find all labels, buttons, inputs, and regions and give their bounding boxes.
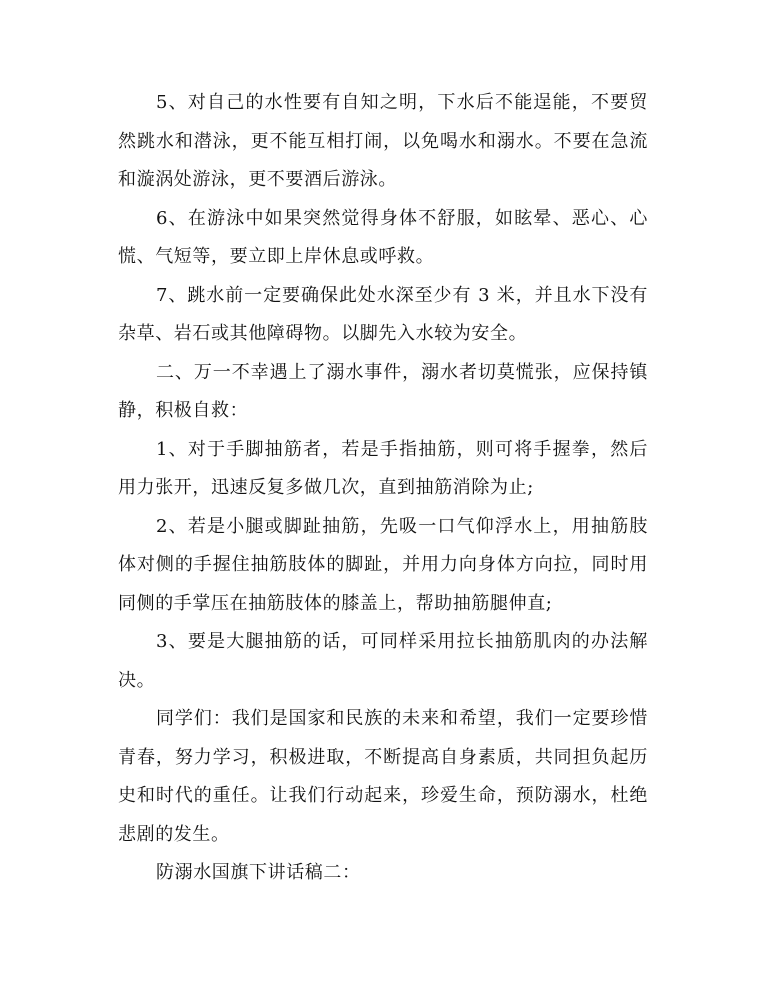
paragraph-self-rescue-1: 1、对于手脚抽筋者，若是手指抽筋，则可将手握拳，然后用力张开，迅速反复多做几次，直到抽筋消除为止; bbox=[118, 438, 648, 498]
paragraph-closing-appeal: 同学们：我们是国家和民族的未来和希望，我们一定要珍惜青春，努力学习，积极进取，不断提高自身素质，共同担负起历史和时代的重任。让我们行动起来，珍爱生命，预防溺水，杜绝悲剧的发生。 bbox=[118, 708, 648, 845]
paragraph-safety-rule-5: 5、对自己的水性要有自知之明，下水后不能逞能，不要贸然跳水和潜泳，更不能互相打闹，以免喝水和溺水。不要在急流和漩涡处游泳，更不要酒后游泳。 bbox=[118, 92, 648, 190]
paragraph-self-rescue-3: 3、要是大腿抽筋的话，可同样采用拉长抽筋肌肉的办法解决。 bbox=[118, 631, 648, 691]
paragraph-section-two-heading: 二、万一不幸遇上了溺水事件，溺水者切莫慌张，应保持镇静，积极自救： bbox=[118, 361, 648, 421]
paragraph-self-rescue-2: 2、若是小腿或脚趾抽筋，先吸一口气仰浮水上，用抽筋肢体对侧的手握住抽筋肢体的脚趾，并用力向身体方向拉，同时用同侧的手掌压在抽筋肢体的膝盖上，帮助抽筋腿伸直; bbox=[118, 515, 648, 614]
paragraph-next-speech-title: 防溺水国旗下讲话稿二： bbox=[156, 862, 361, 883]
paragraph-safety-rule-6: 6、在游泳中如果突然觉得身体不舒服，如眩晕、恶心、心慌、气短等，要立即上岸休息或呼救。 bbox=[118, 207, 648, 267]
paragraph-safety-rule-7: 7、跳水前一定要确保此处水深至少有 3 米，并且水下没有杂草、岩石或其他障碍物。以脚先入水较为安全。 bbox=[118, 284, 648, 344]
document-page bbox=[118, 84, 648, 893]
